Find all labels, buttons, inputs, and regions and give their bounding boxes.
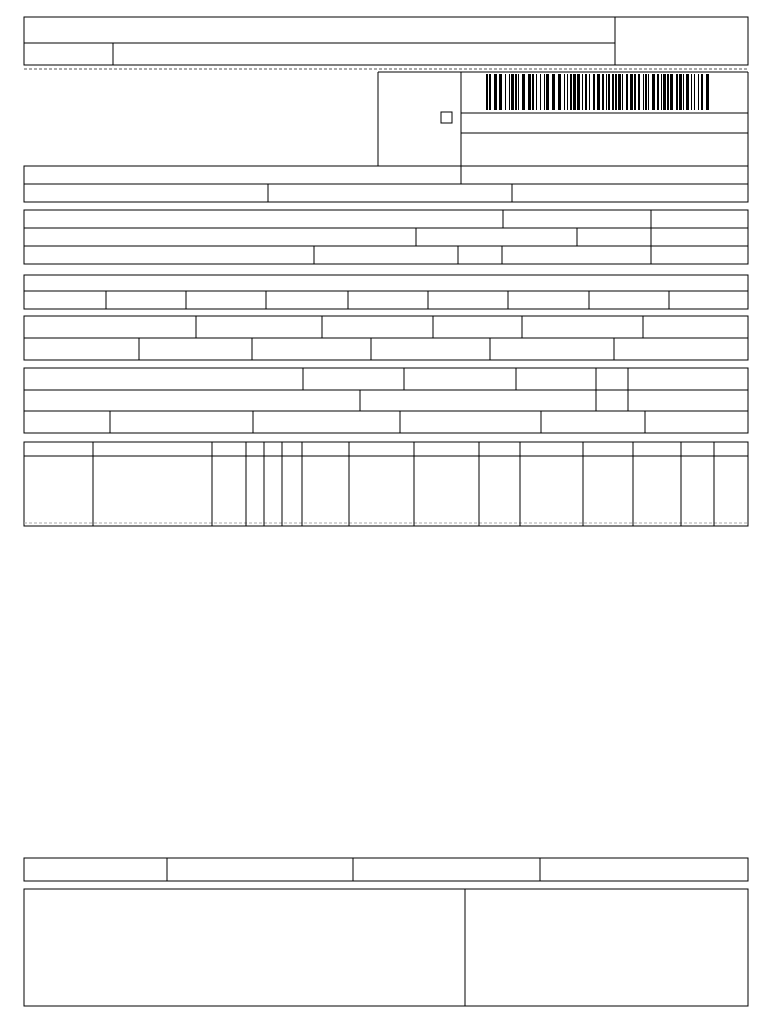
additional-data-section <box>24 889 748 1006</box>
entry-exit-checkbox[interactable] <box>441 112 452 123</box>
barcode-bar <box>676 74 678 110</box>
barcode-bar <box>645 74 647 110</box>
barcode-bar <box>593 74 595 110</box>
receipt-date-field[interactable] <box>24 43 113 65</box>
barcode-bar <box>630 74 633 110</box>
barcode-bar <box>528 74 531 110</box>
barcode-bar <box>706 74 709 110</box>
barcode-bar <box>558 74 561 110</box>
barcode-icon <box>486 74 709 110</box>
barcode-bar <box>585 74 587 110</box>
barcode-bar <box>663 74 666 110</box>
barcode-bar <box>546 74 549 110</box>
barcode-bar <box>536 74 537 110</box>
barcode-bar <box>564 74 565 110</box>
barcode-bar <box>540 74 541 110</box>
barcode-bar <box>567 74 568 110</box>
barcode-bar <box>670 74 673 110</box>
recipient-section <box>24 210 748 264</box>
barcode-bar <box>597 74 600 110</box>
barcode-bar <box>608 74 610 110</box>
barcode-bar <box>515 74 517 110</box>
receipt-header <box>24 17 748 65</box>
barcode-bar <box>509 74 510 110</box>
items-table <box>24 442 748 526</box>
barcode-bar <box>643 74 644 110</box>
barcode-bar <box>486 74 488 110</box>
barcode-bar <box>606 74 607 110</box>
barcode-bar <box>511 74 514 110</box>
barcode-bar <box>494 74 497 110</box>
barcode-bar <box>698 74 699 110</box>
barcode-bar <box>657 74 659 110</box>
tax-calculation-section <box>24 316 748 360</box>
barcode-bar <box>499 74 502 110</box>
barcode-bar <box>505 74 506 110</box>
barcode-bar <box>626 74 628 110</box>
barcode-bar <box>532 74 534 110</box>
barcode-bar <box>544 74 545 110</box>
barcode-bar <box>686 74 689 110</box>
invoice-section <box>24 275 748 309</box>
barcode-bar <box>489 74 491 110</box>
barcode-bar <box>573 74 576 110</box>
barcode-bar <box>615 74 617 110</box>
barcode-bar <box>602 74 604 110</box>
barcode-bar <box>638 74 640 110</box>
reserved-tax-area <box>465 889 748 1006</box>
barcode-bar <box>577 74 580 110</box>
barcode-bar <box>518 74 519 110</box>
receipt-signature-field[interactable] <box>113 43 615 65</box>
barcode-bar <box>691 74 692 110</box>
barcode-bar <box>634 74 636 110</box>
barcode-bar <box>683 74 684 110</box>
barcode-bar <box>648 74 649 110</box>
issuer-rows <box>24 166 748 202</box>
barcode-bar <box>552 74 555 110</box>
barcode-bar <box>589 74 590 110</box>
barcode-bar <box>679 74 682 110</box>
barcode-bar <box>612 74 614 110</box>
service-tax-section <box>24 858 748 881</box>
barcode-bar <box>694 74 695 110</box>
barcode-bar <box>667 74 669 110</box>
transport-section <box>24 368 748 433</box>
barcode-bar <box>522 74 525 110</box>
barcode-bar <box>582 74 583 110</box>
barcode-bar <box>618 74 621 110</box>
barcode-bar <box>570 74 572 110</box>
barcode-bar <box>661 74 662 110</box>
barcode-bar <box>622 74 623 110</box>
barcode-bar <box>652 74 655 110</box>
complementary-info-field[interactable] <box>24 889 465 1006</box>
barcode-bar <box>701 74 703 110</box>
